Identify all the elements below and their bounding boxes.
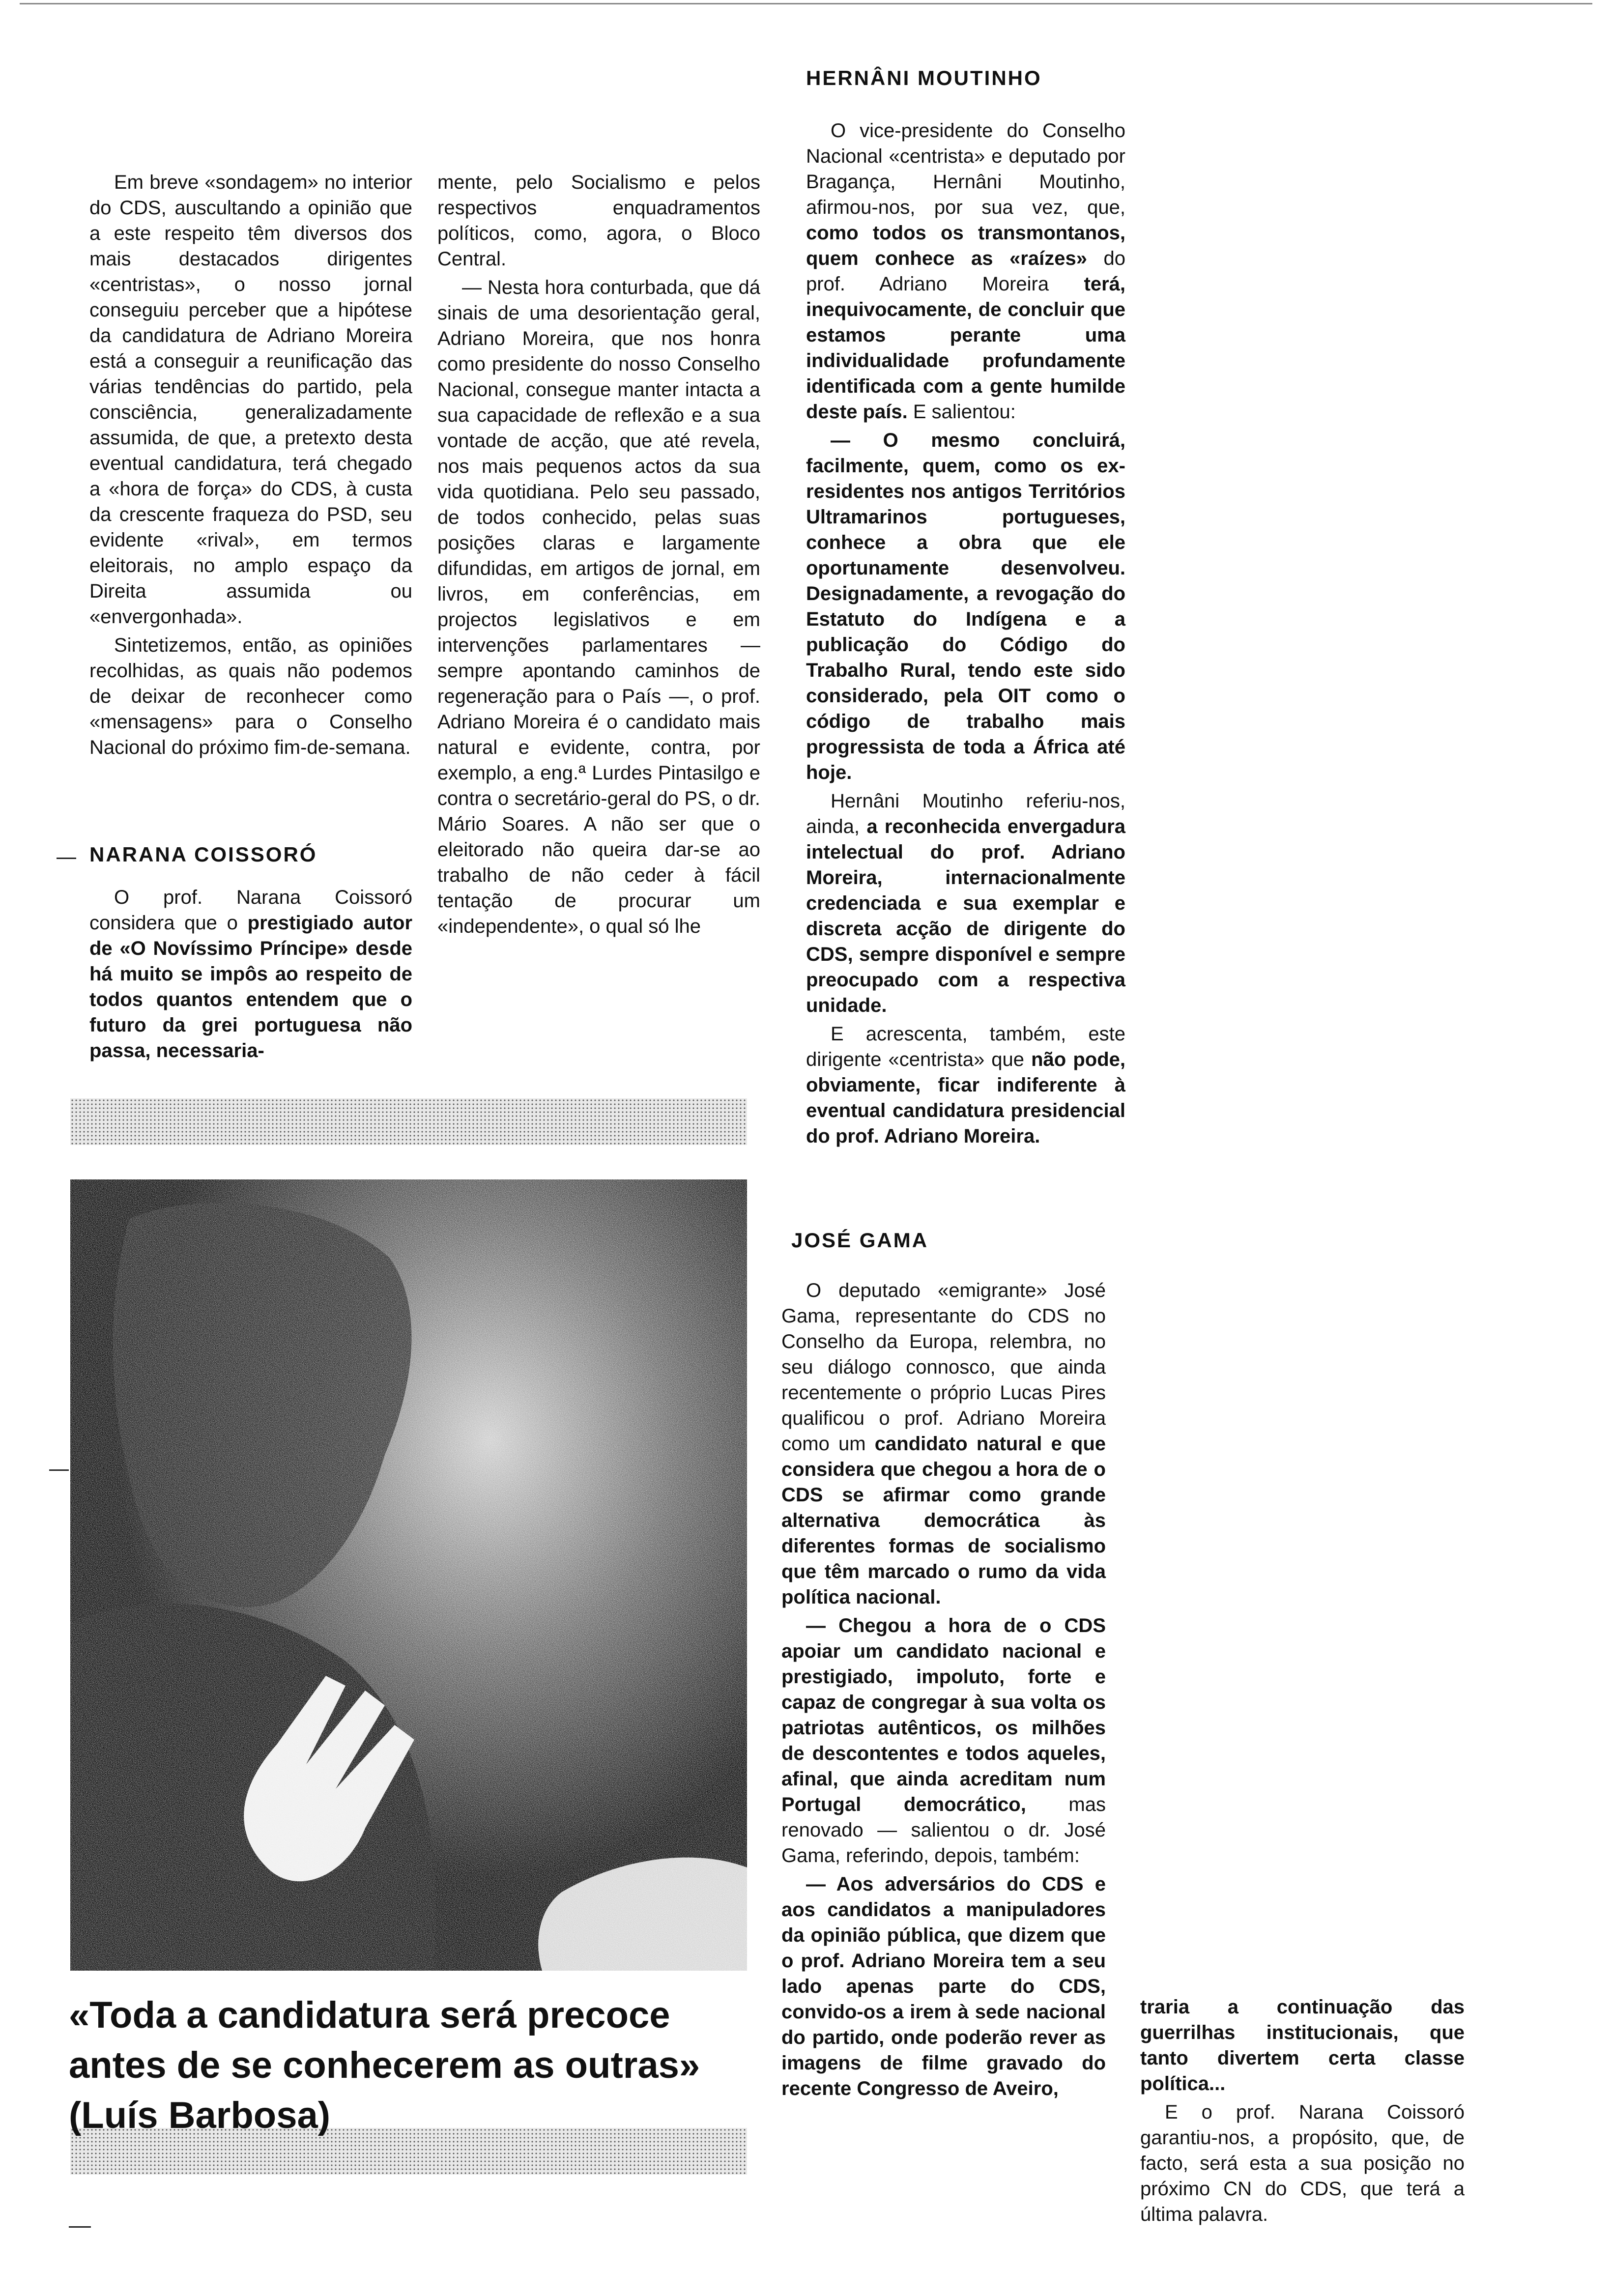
- col4-paragraph-1: traria a continuação das guerrilhas institucionais, que tanto divertem certa classe política...: [1140, 1996, 1465, 2095]
- col3-paragraph-3: [806, 788, 1125, 1018]
- col1-p3-regular: O prof. Narana Coissoró considera que o: [89, 887, 412, 934]
- col1-paragraph-3: [89, 885, 412, 1063]
- col2-paragraph-1: mente, pelo Socialismo e pelos respectivos enquadramentos políticos, como, agora, o Bloco Central.: [437, 172, 760, 270]
- photo-grain: [70, 1179, 747, 1971]
- col2-paragraph-2: — Nesta hora conturbada, que dá sinais de uma desorientação geral, Adriano Moreira, que nos honra como presidente do nosso Conselho Nacional, consegue manter intacta a sua capacidade de reflexão e a sua vontade de acção, que até revela, nos mais pequenos actos da sua vida quotidiana. Pelo seu passado, de todos conhecido, pelas suas posições claras e largamente difundidas, em artigos de jornal, em livros, em conferências, em projectos legislativos e em intervenções parlamentares — sempre apontando caminhos de regeneração para o País —, o prof. Adriano Moreira é o candidato mais natural e evidente, contra, por exemplo, a eng.ª Lurdes Pintasilgo e contra o secretário-geral do PS, o dr. Mário Soares. A não ser que o eleitorado não queira dar-se ao trabalho de não ceder à fácil tentação de procurar um «independente», o qual só lhe: [437, 277, 760, 937]
- margin-tick-1: [57, 858, 76, 859]
- headline: [69, 1990, 700, 2141]
- col4-paragraph-2: E o prof. Narana Coissoró garantiu-nos, a propósito, que, de facto, será esta a sua posição no próximo CN do CDS, que terá a última palavra.: [1140, 2101, 1465, 2225]
- col3-p3-b: a reconhecida envergadura intelectual do prof. Adriano Moreira, internacionalmente credenciada e sua exemplar e discreta acção de dirigente do CDS, sempre disponível e sempre preocupado com a respectiva unidade.: [806, 816, 1125, 1016]
- col3-p4-b: não pode, obviamente, ficar indiferente à eventual candidatura presidencial do prof. Adriano Moreira.: [806, 1049, 1125, 1147]
- col3-p3-a: Hernâni Moutinho referiu-nos, ainda,: [806, 790, 1125, 837]
- photo-adriano-moreira: [70, 1179, 747, 1971]
- col3-paragraph-4: [806, 1021, 1125, 1149]
- col1-paragraph-2: Sintetizemos, então, as opiniões recolhidas, as quais não podemos de deixar de reconhecer como «mensagens» para o Conselho Nacional do próximo fim-de-semana.: [89, 634, 412, 758]
- margin-tick-2: [49, 1469, 69, 1471]
- col3-paragraph-7: — Aos adversários do CDS e aos candidatos a manipuladores da opinião pública, que dizem que o prof. Adriano Moreira tem a seu lado apenas parte do CDS, convido-os a irem à sede nacional do partido, onde poderão rever as imagens de filme gravado do recente Congresso de Aveiro,: [781, 1873, 1106, 2099]
- col3-paragraph-5: [781, 1278, 1106, 1610]
- stipple-band-top: [70, 1098, 747, 1145]
- col1-p3-bold: prestigiado autor de «O Novíssimo Príncipe» desde há muito se impôs ao respeito de todos quantos entendem que o futuro da grei portuguesa não passa, necessaria-: [89, 912, 413, 1062]
- heading-coissoro: NARANA COISSORÓ: [89, 843, 317, 866]
- col3-p5-b: candidato natural e que considera que chegou a hora de o CDS se afirmar como grande alternativa democrática às diferentes formas de socialismo que têm marcado o rumo da vida política nacional.: [781, 1433, 1106, 1608]
- headline-line-2: antes de se conhecerem as outras»: [69, 2044, 700, 2086]
- col3-paragraph-2: — O mesmo concluirá, facilmente, quem, como os ex-residentes nos antigos Territórios Ultramarinos portugueses, conhece a obra que ele oportunamente desenvolveu. Designadamente, a revogação do Estatuto do Indígena e a publicação do Código do Trabalho Rural, tendo este sido considerado, pela OIT como o código de trabalho mais progressista de toda a África até hoje.: [806, 430, 1125, 783]
- column-1: [89, 170, 412, 763]
- col3-p1-e: E salientou:: [907, 401, 1016, 423]
- col3-p1-a: O vice-presidente do Conselho Nacional «centrista» e deputado por Bragança, Hernâni Moutinho, afirmou-nos, por sua vez, que,: [806, 120, 1125, 218]
- margin-tick-3: [69, 2226, 91, 2228]
- headline-line-1: «Toda a candidatura será precoce: [69, 1994, 670, 2036]
- column-3: [806, 118, 1125, 1152]
- col3-p1-d: terá, inequivocamente, de concluir que estamos perante uma individualidade profundamente identificada com a gente humilde deste país.: [806, 273, 1125, 423]
- column-1-lower: [89, 885, 412, 1066]
- heading-moutinho: HERNÂNI MOUTINHO: [806, 66, 1042, 89]
- col3-paragraph-6: [781, 1613, 1106, 1868]
- col3-paragraph-1: [806, 118, 1125, 425]
- col3-p6-b: mas renovado — salientou o dr. José Gama, referindo, depois, também:: [781, 1794, 1106, 1866]
- heading-gama: JOSÉ GAMA: [791, 1229, 929, 1252]
- col3-p6-a: — Chegou a hora de o CDS apoiar um candidato nacional e prestigiado, impoluto, forte e capaz de congregar à sua volta os patriotas autênticos, os milhões de descontentes e todos aqueles, afinal, que ainda acreditam num Portugal democrático,: [781, 1615, 1106, 1815]
- col3-p1-b: como todos os transmontanos, quem conhece as «raízes»: [806, 222, 1125, 269]
- column-2: [437, 170, 760, 942]
- column-3-lower: [781, 1278, 1106, 2104]
- col3-p1-c: do prof. Adriano Moreira: [806, 248, 1125, 295]
- photo-illustration: [70, 1179, 747, 1971]
- col3-p4-a: E acrescenta, também, este dirigente «centrista» que: [806, 1023, 1125, 1070]
- headline-line-3: (Luís Barbosa): [69, 2095, 331, 2136]
- column-4: [1140, 1994, 1465, 2230]
- col3-p5-a: O deputado «emigrante» José Gama, representante do CDS no Conselho da Europa, relembra, no seu diálogo connosco, que ainda recentemente o próprio Lucas Pires qualificou o prof. Adriano Moreira como um: [781, 1280, 1106, 1455]
- col1-paragraph-1: Em breve «sondagem» no interior do CDS, auscultando a opinião que a este respeito têm diversos dos mais destacados dirigentes «centristas», o nosso jornal conseguiu perceber que a hipótese da candidatura de Adriano Moreira está a conseguir a reunificação das várias tendências do partido, pela consciência, generalizadamente assumida, de que, a pretexto desta eventual candidatura, terá chegado a «hora de força» do CDS, à custa da crescente fraqueza do PSD, seu evidente «rival», em termos eleitorais, no amplo espaço da Direita assumida ou «envergonhada».: [89, 172, 412, 628]
- top-rule: [20, 3, 1592, 4]
